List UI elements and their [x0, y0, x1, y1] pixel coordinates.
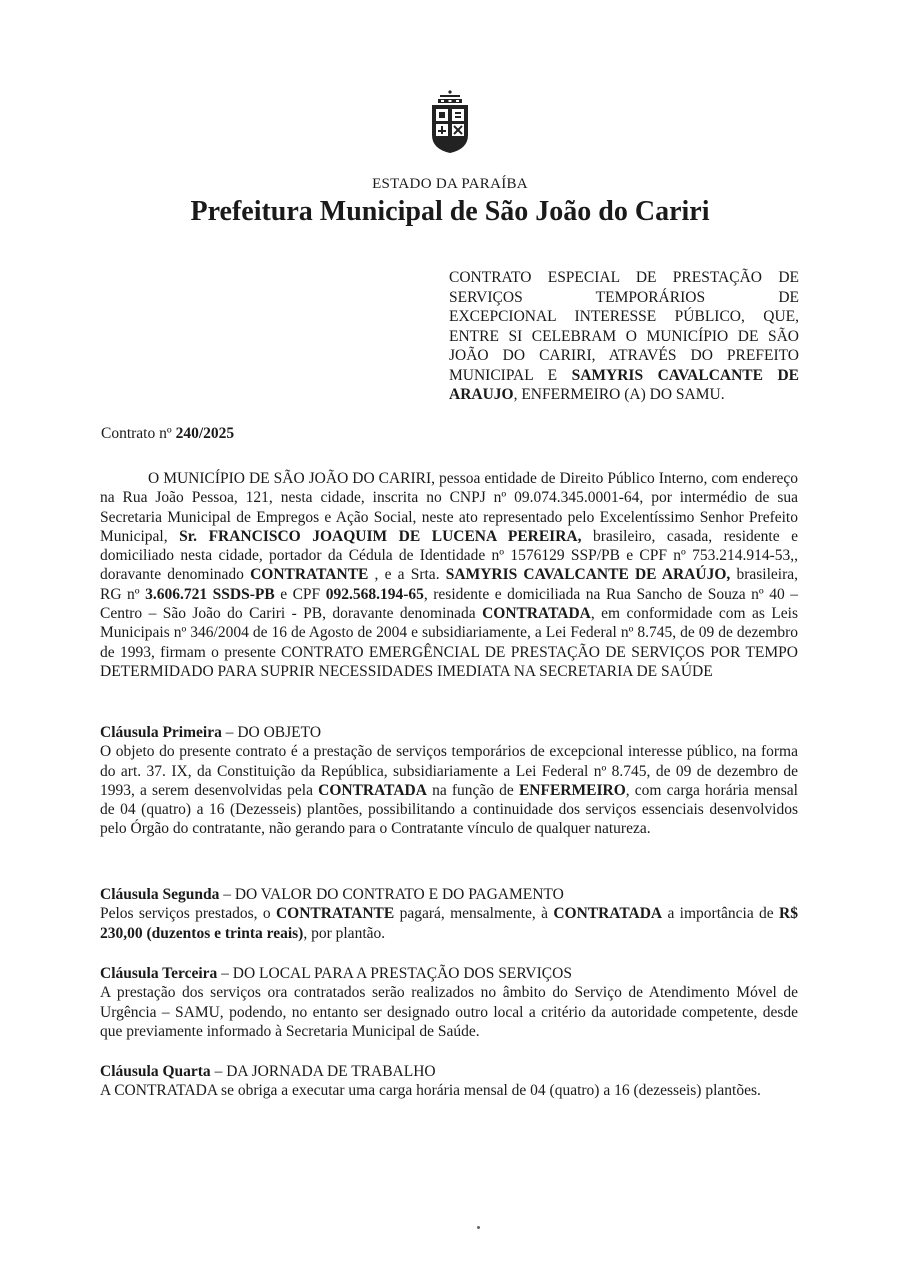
clause-heading: Cláusula Terceira – DO LOCAL PARA A PRESTAÇÃO DOS SERVIÇOS	[100, 965, 572, 982]
municipal-coat-of-arms-icon	[422, 86, 478, 156]
contract-number: Contrato nº 240/2025	[101, 425, 235, 442]
clause-second: Cláusula Segunda – DO VALOR DO CONTRATO E DO PAGAMENTO Pelos serviços prestados, o CONTRATANTE pagará, mensalmente, à CONTRATADA a importância de R$ 230,00 (duzentos e trinta reais), por plantão.	[100, 886, 798, 942]
summary-line: CONTRATO ESPECIAL DE PRESTAÇÃO DE	[449, 269, 799, 286]
contract-summary	[449, 268, 799, 405]
scan-speck	[477, 1226, 480, 1229]
summary-line: SERVIÇOS TEMPORÁRIOS DE	[449, 288, 799, 306]
clause-first: Cláusula Primeira – DO OBJETO O objeto do presente contrato é a prestação de serviços temporários de excepcional interesse público, na forma do art. 37. IX, da Constituição da República, subsidiariamente a Lei Federal nº 8.745, de 09 de dezembro de 1993, a serem desenvolvidas pela CONTRATADA na função de ENFERMEIRO, com carga horária mensal de 04 (quatro) a 16 (Dezesseis) plantões, possibilitando a continuidade dos serviços essenciais desenvolvidos pelo Órgão do contratante, não gerando para o Contratante vínculo de qualquer natureza.	[100, 724, 798, 838]
clause-third: Cláusula Terceira – DO LOCAL PARA A PRESTAÇÃO DOS SERVIÇOS A prestação dos serviços ora contratados serão realizados no âmbito do Serviço de Atendimento Móvel de Urgência – SAMU, podendo, no entanto ser designado outro local a critério da autoridade competente, desde que previamente informado à Secretaria Municipal de Saúde.	[100, 965, 798, 1040]
clause-heading: Cláusula Quarta – DA JORNADA DE TRABALHO	[100, 1063, 436, 1080]
state-name: ESTADO DA PARAÍBA	[372, 176, 528, 192]
summary-line: ARAUJO, ENFERMEIRO (A) DO SAMU.	[449, 386, 725, 403]
summary-line: EXCEPCIONAL INTERESSE PÚBLICO, QUE,	[449, 308, 799, 325]
summary-line: JOÃO DO CARIRI, ATRAVÉS DO PREFEITO	[449, 347, 799, 364]
summary-line: MUNICIPAL E SAMYRIS CAVALCANTE DE	[449, 366, 799, 384]
clause-heading: Cláusula Primeira – DO OBJETO	[100, 724, 322, 741]
clause-heading: Cláusula Segunda – DO VALOR DO CONTRATO E DO PAGAMENTO	[100, 886, 564, 903]
preamble-paragraph: O MUNICÍPIO DE SÃO JOÃO DO CARIRI, pessoa entidade de Direito Público Interno, com endereço na Rua João Pessoa, 121, nesta cidade, inscrita no CNPJ nº 09.074.345.0001-64, por intermédio de sua Secretaria Municipal de Empregos e Ação Social, neste ato representado pelo Excelentíssimo Senhor Prefeito Municipal, Sr. FRANCISCO JOAQUIM DE LUCENA PEREIRA, brasileiro, casada, residente e domiciliado nesta cidade, portador da Cédula de Identidade nº 1576129 SSP/PB e CPF nº 753.214.914-53,, doravante denominado CONTRATANTE , e a Srta. SAMYRIS CAVALCANTE DE ARAÚJO, brasileira, RG nº 3.606.721 SSDS-PB e CPF 092.568.194-65, residente e domiciliada na Rua Sancho de Souza nº 40 – Centro – São João do Cariri - PB, doravante denominada CONTRATADA, em conformidade com as Leis Municipais nº 346/2004 de 16 de Agosto de 2004 e subsidiariamente, a Lei Federal nº 8.745, de 09 de dezembro de 1993, firmam o presente CONTRATO EMERGÊNCIAL DE PRESTAÇÃO DE SERVIÇOS POR TEMPO DETERMIDADO PARA SUPRIR NECESSIDADES IMEDIATA NA SECRETARIA DE SAÚDE	[100, 470, 799, 680]
city-hall-title: Prefeitura Municipal de São João do Cariri	[190, 196, 710, 227]
summary-line: ENTRE SI CELEBRAM O MUNICÍPIO DE SÃO	[449, 327, 799, 345]
clause-fourth: Cláusula Quarta – DA JORNADA DE TRABALHO A CONTRATADA se obriga a executar uma carga horária mensal de 04 (quatro) a 16 (dezesseis) plantões.	[100, 1062, 798, 1101]
